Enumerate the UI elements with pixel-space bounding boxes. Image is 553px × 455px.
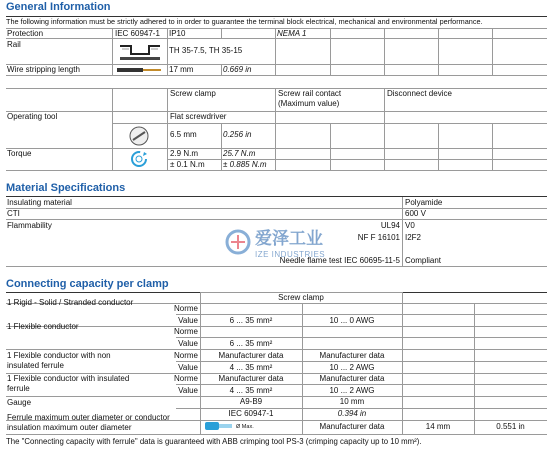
nf-label: NF F 16101 — [357, 233, 400, 242]
capacity-row-value: Value — [178, 386, 198, 395]
gauge-a: A9-B9 — [239, 397, 263, 406]
capacity-row-label: 1 Flexible conductor with non — [7, 351, 111, 360]
capacity-row-label: 1 Rigid - Solid / Stranded conductor — [7, 298, 134, 307]
ize-watermark-logo — [225, 225, 335, 271]
strip-mm: 17 mm — [169, 65, 194, 74]
torque-nm: 2.9 N.m — [170, 149, 199, 158]
protection-label: Protection — [7, 29, 44, 38]
rail-value: TH 35-7.5, TH 35-15 — [169, 46, 243, 55]
gauge-std-val: 0.394 in — [337, 409, 367, 418]
cti-value: 600 V — [405, 209, 426, 218]
capacity-row-label: 1 Flexible conductor — [7, 322, 79, 331]
capacity-col-header: Screw clamp — [278, 293, 324, 302]
torque-tol-lbin: ± 0.885 N.m — [223, 160, 267, 169]
rail-label: Rail — [7, 40, 21, 49]
gauge-std: IEC 60947-1 — [228, 409, 274, 418]
capacity-row-norme: Norme — [173, 374, 198, 383]
col-screw-rail: Screw rail contact — [278, 89, 342, 98]
stripped-wire-icon — [115, 65, 165, 75]
capacity-footnote: The "Connecting capacity with ferrule" data is guaranteed with ABB crimping tool PS-3 (crimping capacity up to 10 mm²). — [6, 437, 422, 446]
strip-in: 0.669 in — [223, 65, 252, 74]
capacity-row-awg: 10 ... 2 AWG — [329, 363, 375, 372]
capacity-row-norme: Norme — [173, 327, 198, 336]
watermark-en: IZE INDUSTRIES — [255, 250, 326, 259]
capacity-row-norme-awg: Manufacturer data — [319, 374, 385, 383]
capacity-row-awg: 10 ... 2 AWG — [329, 386, 375, 395]
capacity-row-value: Value — [178, 363, 198, 372]
capacity-row-norme: Norme — [173, 304, 198, 313]
protection-std: IEC 60947-1 — [115, 29, 160, 38]
operating-tool-label: Operating tool — [7, 112, 58, 121]
insulating-label: Insulating material — [7, 198, 72, 207]
protection-nema: NEMA 1 — [277, 29, 307, 38]
col-disconnect: Disconnect device — [387, 89, 452, 98]
ferrule-icon-text: Ø Max. — [236, 424, 254, 430]
capacity-row-norme-metric: Manufacturer data — [218, 351, 284, 360]
tool-mm: 6.5 mm — [170, 130, 197, 139]
col-screw-rail-sub: (Maximum value) — [278, 99, 340, 108]
torque-lbin: 25.7 N.m — [223, 149, 256, 158]
capacity-row-awg: 10 ... 0 AWG — [329, 316, 375, 325]
capacity-row-metric: 4 ... 35 mm² — [229, 363, 273, 372]
capacity-row-metric: 6 ... 35 mm² — [229, 339, 273, 348]
capacity-row-norme: Norme — [173, 351, 198, 360]
gauge-label: Gauge — [7, 398, 32, 407]
needle-label: Needle flame test IEC 60695-11-5 — [279, 256, 400, 265]
ferrule-icon — [204, 420, 234, 432]
torque-icon — [128, 149, 150, 169]
gauge-a-val: 10 mm — [339, 397, 365, 406]
watermark-cn: 爱泽工业 — [255, 229, 323, 248]
ferrule-label: Ferrule maximum outer diameter or conductor — [7, 413, 170, 422]
capacity-row-metric: 4 ... 35 mm² — [229, 386, 273, 395]
general-intro: The following information must be strictly adhered to in order to guarantee the terminal block electrical, mechanical and environmental performance. — [6, 17, 483, 26]
ul94-value: V0 — [405, 221, 415, 230]
torque-tol-nm: ± 0.1 N.m — [170, 160, 205, 169]
material-title: Material Specifications — [6, 182, 126, 194]
capacity-row-label-2: ferrule — [7, 384, 30, 393]
material-title-rule — [6, 196, 547, 197]
flat-screw-icon — [128, 125, 150, 147]
capacity-title: Connecting capacity per clamp — [6, 278, 169, 290]
capacity-row-norme-metric: Manufacturer data — [218, 374, 284, 383]
flammability-label: Flammability — [7, 221, 52, 230]
insulating-value: Polyamide — [405, 198, 443, 207]
ferrule-mm: 14 mm — [425, 422, 451, 431]
capacity-row-value: Value — [178, 339, 198, 348]
tool-in: 0.256 in — [223, 130, 252, 139]
cti-label: CTI — [7, 209, 20, 218]
ferrule-label-2: insulation maximum outer diameter — [7, 423, 132, 432]
capacity-row-metric: 6 ... 35 mm² — [229, 316, 273, 325]
strip-label: Wire stripping length — [7, 65, 80, 74]
operating-tool-value: Flat screwdriver — [170, 112, 227, 121]
capacity-row-label-2: insulated ferrule — [7, 361, 64, 370]
nf-value: I2F2 — [405, 233, 422, 242]
capacity-row-label: 1 Flexible conductor with insulated — [7, 374, 130, 383]
ferrule-in: 0.551 in — [496, 422, 525, 431]
ul94-label: UL94 — [380, 221, 400, 230]
ferrule-data: Manufacturer data — [319, 422, 385, 431]
general-title: General Information — [6, 1, 111, 13]
din-rail-icon — [117, 40, 163, 62]
protection-ip: IP10 — [169, 29, 186, 38]
capacity-row-norme-awg: Manufacturer data — [319, 351, 385, 360]
capacity-row-value: Value — [178, 316, 198, 325]
ize-logo-icon — [225, 229, 251, 255]
needle-value: Compliant — [405, 256, 442, 265]
torque-label: Torque — [7, 149, 32, 158]
col-screw-clamp: Screw clamp — [170, 89, 216, 98]
